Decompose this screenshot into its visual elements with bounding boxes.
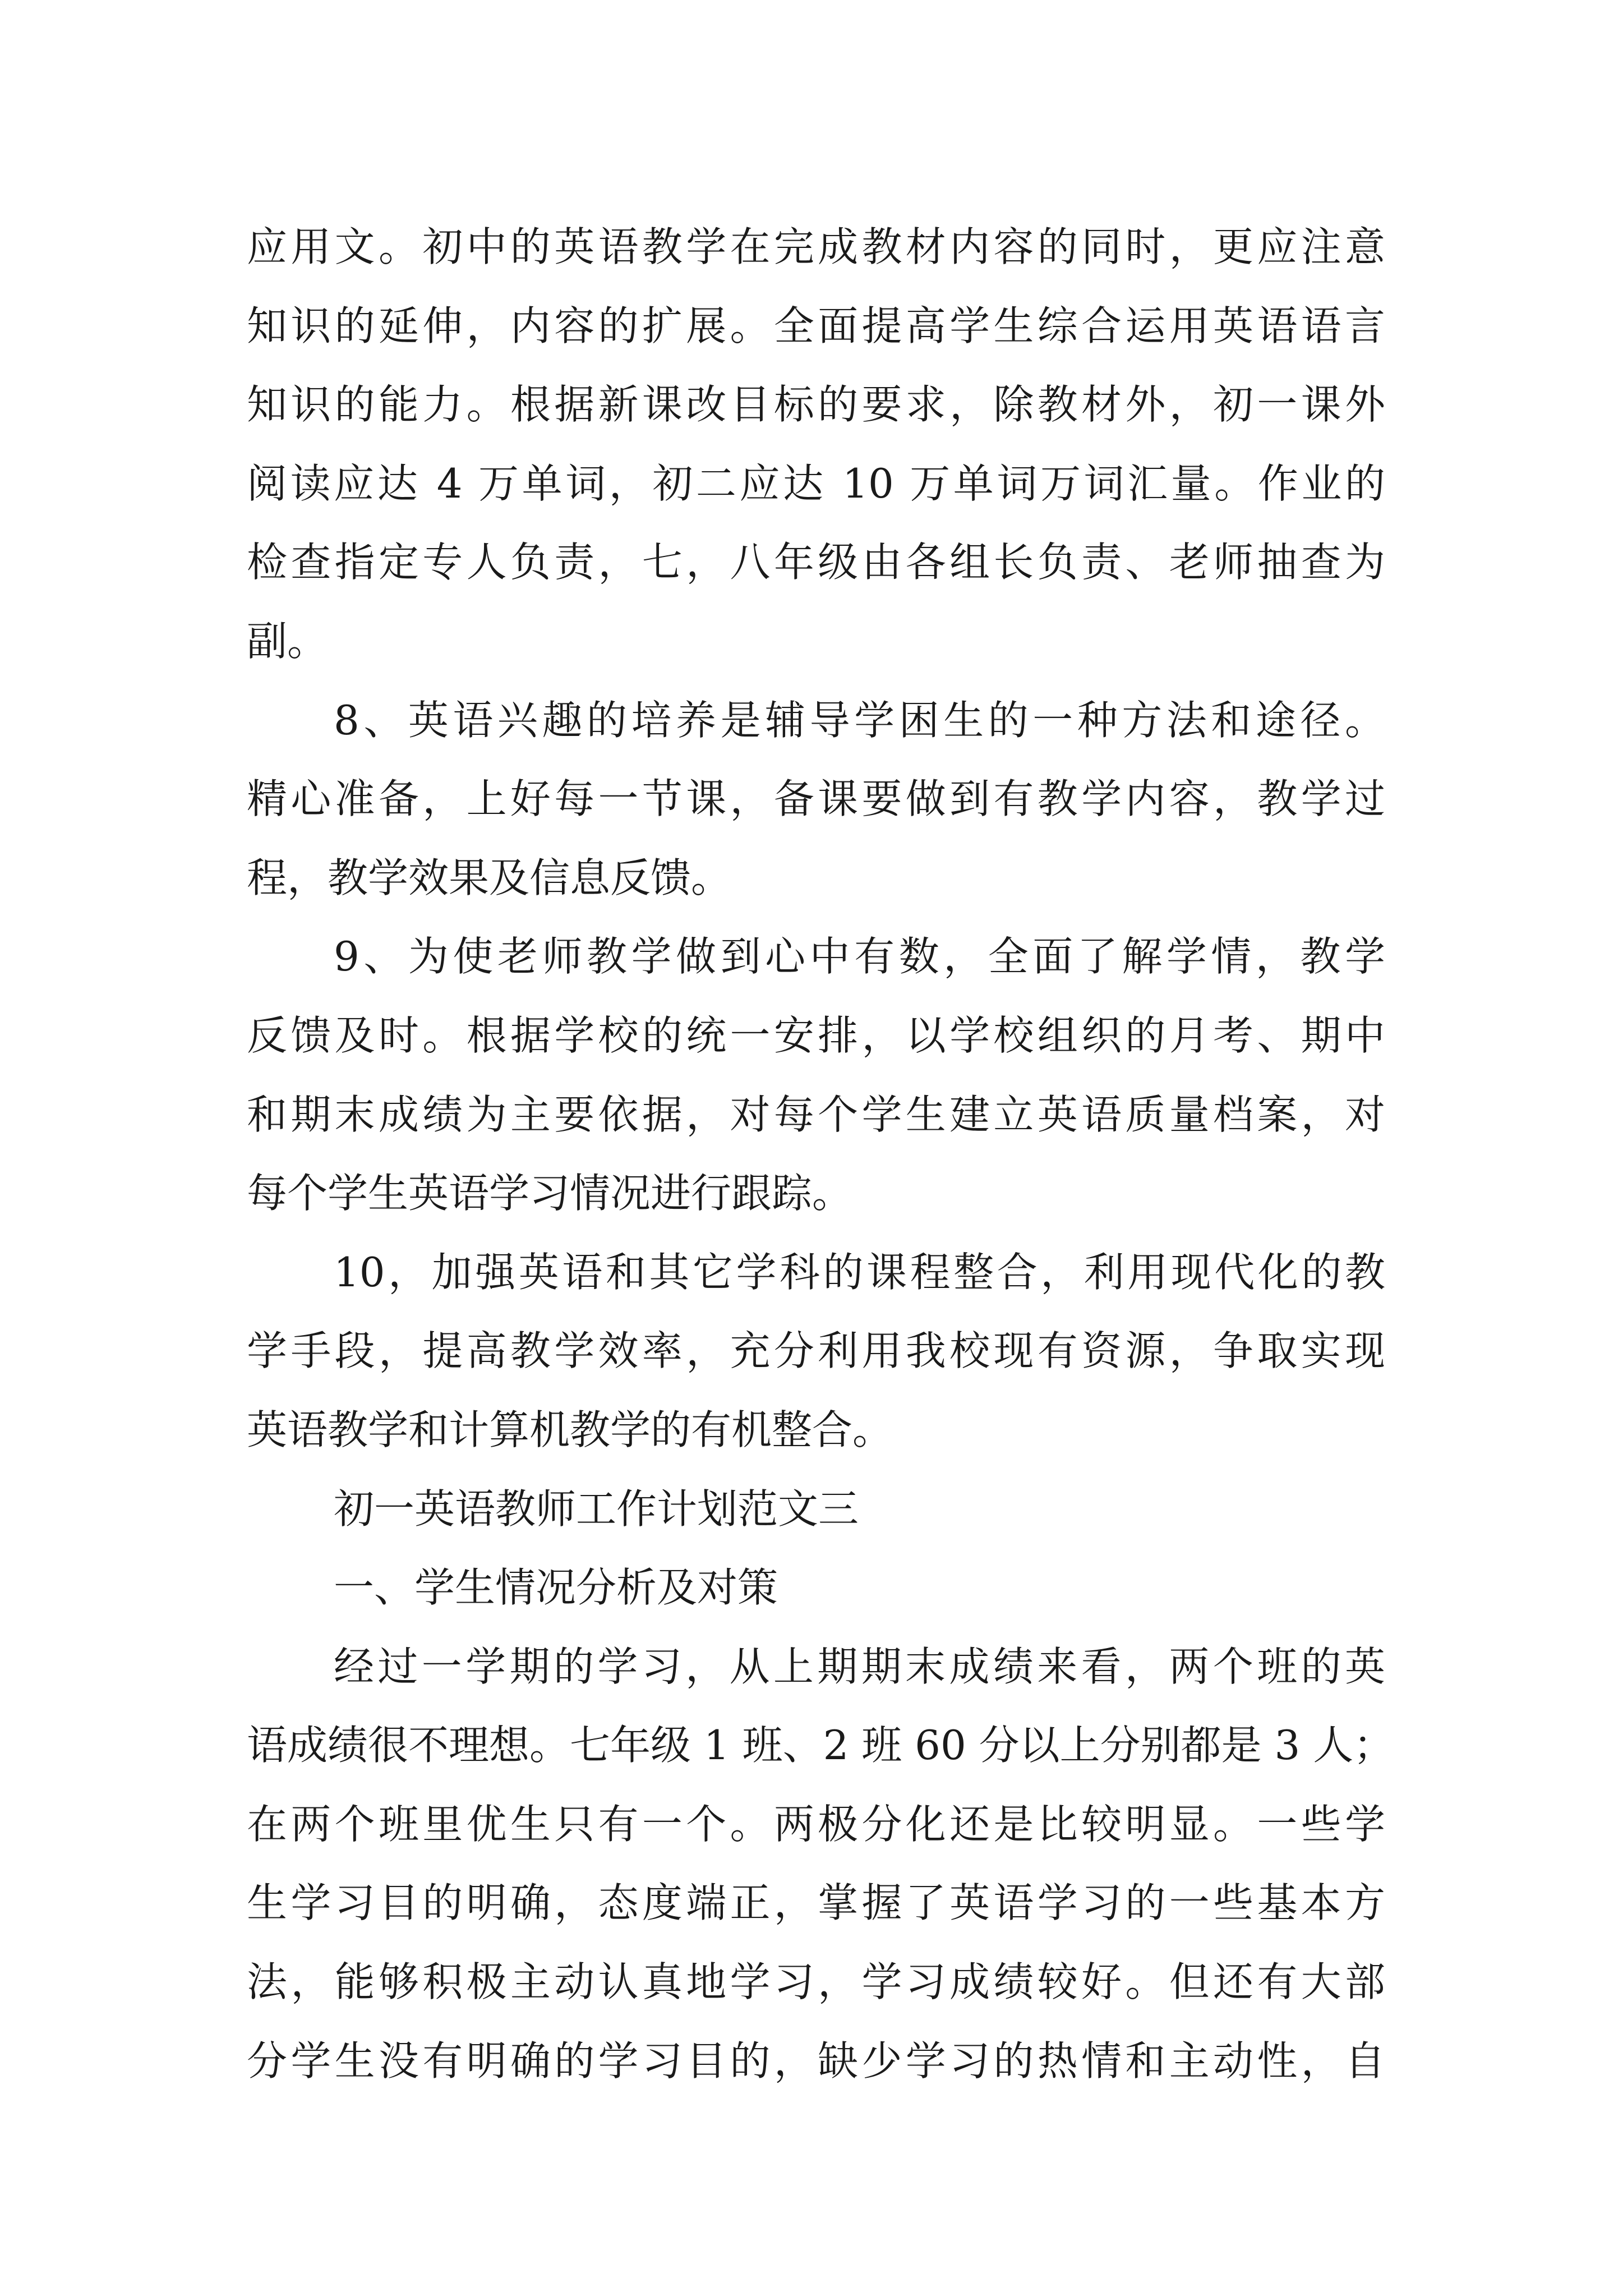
text-line: 英语教学和计算机教学的有机整合。 bbox=[247, 1406, 893, 1453]
text-line: 阅读应达 4 万单词，初二应达 10 万单词万词汇量。作业的 bbox=[247, 459, 1385, 507]
text-line: 一、学生情况分析及对策 bbox=[334, 1564, 778, 1612]
text-line: 学手段，提高教学效率，充分利用我校现有资源，争取实现 bbox=[247, 1327, 1385, 1375]
text-line: 程，教学效果及信息反馈。 bbox=[247, 854, 732, 901]
text-line: 语成绩很不理想。七年级 1 班、2 班 60 分以上分别都是 3 人； bbox=[247, 1722, 1394, 1769]
text-line: 在两个班里优生只有一个。两极分化还是比较明显。一些学 bbox=[247, 1800, 1385, 1848]
document-body bbox=[247, 208, 1394, 2100]
text-line: 副。 bbox=[247, 617, 328, 665]
text-line: 生学习目的明确，态度端正，掌握了英语学习的一些基本方 bbox=[247, 1879, 1385, 1927]
text-line: 和期末成绩为主要依据，对每个学生建立英语质量档案，对 bbox=[247, 1091, 1385, 1138]
text-line: 法，能够积极主动认真地学习，学习成绩较好。但还有大部 bbox=[247, 1958, 1385, 2006]
text-line: 应用文。初中的英语教学在完成教材内容的同时，更应注意 bbox=[247, 223, 1385, 270]
text-line: 10，加强英语和其它学科的课程整合，利用现代化的教 bbox=[334, 1248, 1385, 1296]
text-line: 反馈及时。根据学校的统一安排，以学校组织的月考、期中 bbox=[247, 1011, 1385, 1059]
text-line: 精心准备，上好每一节课，备课要做到有教学内容，教学过 bbox=[247, 775, 1385, 823]
text-line: 9、为使老师教学做到心中有数，全面了解学情，教学 bbox=[334, 933, 1385, 981]
text-line: 知识的能力。根据新课改目标的要求，除教材外，初一课外 bbox=[247, 381, 1385, 429]
text-line: 知识的延伸，内容的扩展。全面提高学生综合运用英语语言 bbox=[247, 302, 1385, 349]
text-line: 初一英语教师工作计划范文三 bbox=[334, 1485, 859, 1533]
text-line: 每个学生英语学习情况进行跟踪。 bbox=[247, 1170, 853, 1217]
text-line: 分学生没有明确的学习目的，缺少学习的热情和主动性，自 bbox=[247, 2037, 1385, 2085]
text-line: 检查指定专人负责，七，八年级由各组长负责、老师抽查为 bbox=[247, 539, 1385, 586]
text-line: 经过一学期的学习，从上期期末成绩来看，两个班的英 bbox=[334, 1642, 1385, 1690]
text-line: 8、英语兴趣的培养是辅导学困生的一种方法和途径。 bbox=[334, 696, 1385, 744]
